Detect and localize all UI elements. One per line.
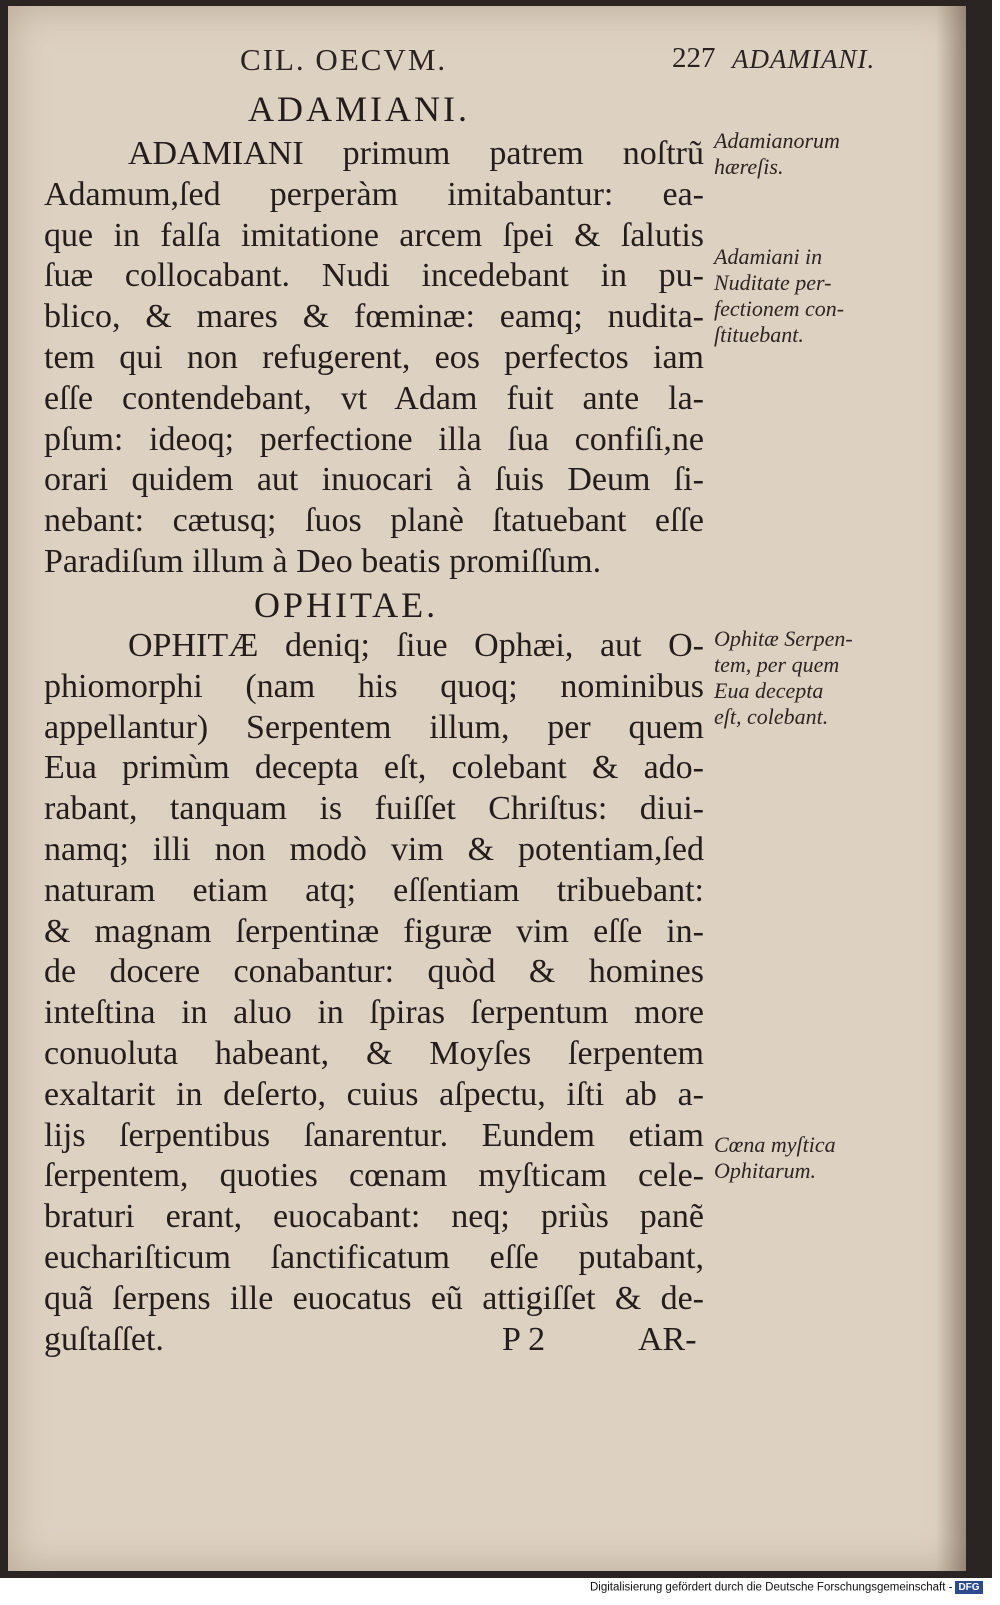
text-line: rabant, tanquam is fuiſſet Chriſtus: diui-	[44, 790, 704, 828]
text-line: de docere conabantur: quòd & homines	[44, 953, 704, 991]
margin-note-line: Ophitæ Serpen-	[714, 626, 853, 651]
margin-note-line: fectionem con-	[714, 296, 845, 321]
text-line: que in falſa imitatione arcem ſpei & ſalutis	[44, 216, 704, 254]
running-head-left: CIL. OECVM.	[240, 42, 448, 77]
section-heading-adamiani: ADAMIANI.	[248, 89, 470, 129]
text-line: naturam etiam atq; eſſentiam tribuebant:	[44, 871, 704, 909]
text-line: appellantur) Serpentem illum, per quem	[44, 708, 704, 746]
text-line: orari quidem aut inuocari à ſuis Deum ſi-	[44, 461, 704, 499]
text-line: ſerpentem, quoties cœnam myſticam cele-	[44, 1157, 704, 1195]
section-heading-ophitae: OPHITAE.	[254, 585, 439, 625]
text-line: OPHITÆ deniq; ſiue Ophæi, aut O-	[128, 627, 704, 664]
margin-note-line: tem, per quem	[714, 652, 840, 677]
text-line: & magnam ſerpentinæ figuræ vim eſſe in-	[44, 912, 704, 950]
text-line: lijs ſerpentibus ſanarentur. Eundem etiam	[44, 1116, 704, 1154]
margin-note-line: Cœna myſtica	[714, 1132, 836, 1157]
text-line: Adamum,ſed perperàm imitabantur: ea-	[44, 175, 704, 213]
text-line: phiomorphi (nam his quoq; nominibus	[44, 667, 704, 705]
digitization-footer	[590, 1581, 983, 1594]
running-head	[8, 42, 966, 82]
margin-note-nuditate	[714, 244, 894, 348]
book-page	[8, 6, 966, 1571]
margin-note-ophitae	[714, 626, 894, 730]
footer-text: Digitalisierung gefördert durch die Deutsche Forschungsgemeinschaft -	[590, 1581, 953, 1594]
text-line: ſuæ collocabant. Nudi incedebant in pu-	[44, 257, 704, 295]
text-line: Paradiſum illum à Deo beatis promiſſum.	[44, 542, 602, 580]
margin-note-line: Eua decepta	[714, 678, 824, 703]
dfg-logo: DFG	[955, 1581, 982, 1594]
text-line: conuoluta habeant, & Moyſes ſerpentem	[44, 1034, 704, 1072]
text-line: nebant: cætusq; ſuos planè ſtatuebant eſſe	[44, 502, 704, 540]
catchword: AR-	[638, 1320, 697, 1358]
text-line: ADAMIANI primum patrem noſtrũ	[128, 135, 704, 172]
text-line: tem qui non refugerent, eos perfectos iam	[44, 338, 704, 376]
signature-mark: P 2	[502, 1320, 546, 1358]
margin-note-line: Adamiani in	[714, 244, 823, 269]
text-line-last	[44, 1320, 704, 1361]
margin-note-line: Adamianorum	[714, 128, 840, 153]
margin-note-adamianorum	[714, 128, 894, 180]
final-word: guſtaſſet.	[44, 1320, 164, 1358]
margin-note-line: Ophitarum.	[714, 1158, 817, 1183]
text-line: quã ſerpens ille euocatus eũ attigiſſet & de-	[44, 1279, 704, 1317]
section-body-ophitae	[44, 626, 704, 1360]
text-line: braturi erant, euocabant: neq; priùs panẽ	[44, 1198, 704, 1236]
text-line: euchariſticum ſanctificatum eſſe putabant,	[44, 1238, 704, 1276]
text-line: blico, & mares & fœminæ: eamq; nudita-	[44, 298, 704, 336]
running-head-right: ADAMIANI.	[732, 44, 876, 74]
margin-note-line: hæreſis.	[714, 154, 784, 179]
text-line: eſſe contendebant, vt Adam fuit ante la-	[44, 379, 704, 417]
text-line: namq; illi non modò vim & potentiam,ſed	[44, 830, 704, 868]
margin-note-line: Nuditate per-	[714, 270, 832, 295]
margin-note-line: ſtituebant.	[714, 322, 804, 347]
text-line: inteſtina in aluo in ſpiras ſerpentum more	[44, 994, 704, 1032]
section-body-adamiani	[44, 134, 704, 583]
page-number: 227	[672, 42, 716, 74]
text-line: Eua primùm decepta eſt, colebant & ado-	[44, 749, 704, 787]
text-line: pſum: ideoq; perfectione illa ſua confiſi,ne	[44, 420, 704, 458]
margin-note-coena	[714, 1132, 894, 1184]
text-line: exaltarit in deſerto, cuius aſpectu, iſti ab a-	[44, 1075, 704, 1113]
margin-note-line: eſt, colebant.	[714, 704, 829, 729]
